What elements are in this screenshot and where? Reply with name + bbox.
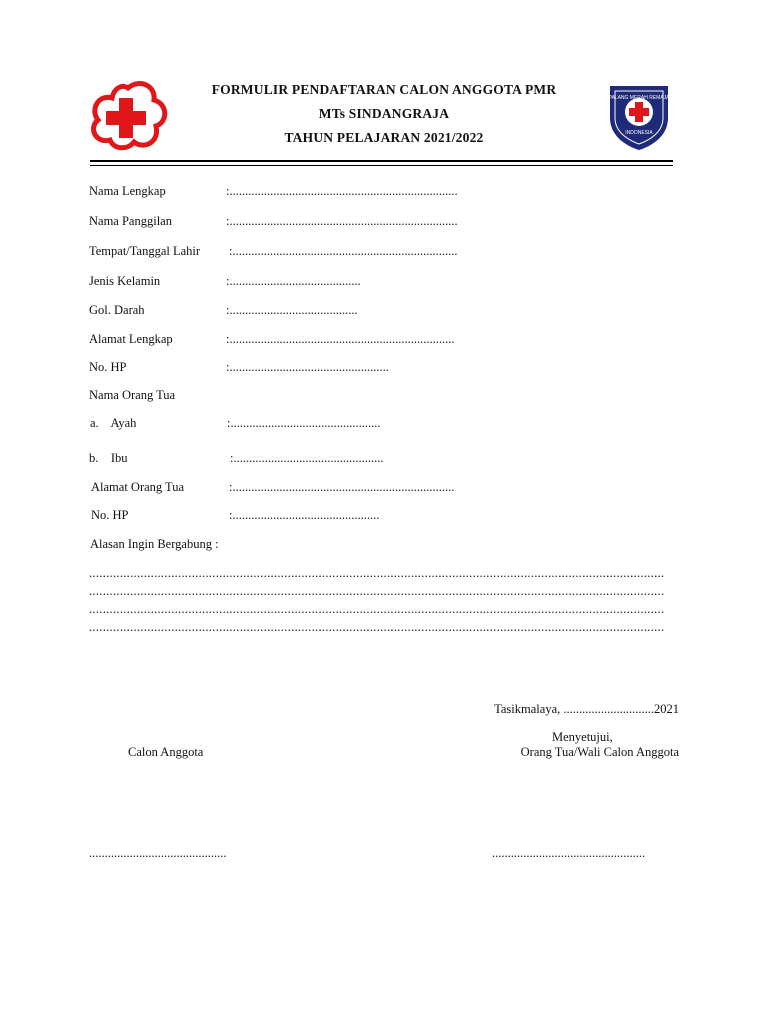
- school-name: MTs SINDANGRAJA: [318, 106, 450, 121]
- field-input-alamat-orang-tua[interactable]: :.......................................................................: [229, 480, 455, 494]
- field-label-no-hp: No. HP: [89, 360, 127, 374]
- form-title: FORMULIR PENDAFTARAN CALON ANGGOTA PMR: [211, 82, 557, 97]
- field-input-nama-panggilan[interactable]: :.........................................................................: [226, 214, 458, 228]
- candidate-signature-line[interactable]: ............................................: [89, 846, 227, 860]
- header-rule-thin: [90, 165, 673, 166]
- field-label-ttl: Tempat/Tanggal Lahir: [89, 244, 201, 258]
- field-input-no-hp-orang-tua[interactable]: :...............................................: [229, 508, 380, 522]
- place-date[interactable]: Tasikmalaya, .............................2021: [494, 702, 679, 716]
- field-label-gol-darah: Gol. Darah: [89, 303, 145, 317]
- reason-label: Alasan Ingin Bergabung :: [90, 537, 219, 551]
- candidate-role: Calon Anggota: [128, 745, 204, 759]
- field-label-ibu: b. Ibu: [89, 451, 128, 465]
- field-input-ayah[interactable]: :................................................: [227, 416, 381, 430]
- field-input-jenis-kelamin[interactable]: :..........................................: [226, 274, 361, 288]
- field-label-alamat-orang-tua: Alamat Orang Tua: [91, 480, 185, 494]
- field-input-nama-lengkap[interactable]: :.........................................................................: [226, 184, 458, 198]
- field-label-nama-panggilan: Nama Panggilan: [89, 214, 172, 228]
- parent-signature-line[interactable]: .................................................: [492, 846, 646, 860]
- field-label-ayah: a. Ayah: [90, 416, 137, 430]
- field-label-alamat: Alamat Lengkap: [89, 332, 173, 346]
- reason-line-4[interactable]: ........................................................................................................................................................................: [89, 620, 665, 634]
- reason-line-1[interactable]: ........................................................................................................................................................................: [89, 566, 665, 580]
- shield-text-top: PALANG MERAH REMAJA: [608, 95, 670, 101]
- field-input-ibu[interactable]: :................................................: [230, 451, 384, 465]
- header-rule-thick: [90, 160, 673, 162]
- field-label-nama-lengkap: Nama Lengkap: [89, 184, 166, 198]
- field-input-alamat[interactable]: :........................................................................: [226, 332, 455, 346]
- field-input-ttl[interactable]: :........................................................................: [229, 244, 458, 258]
- field-label-nama-orang-tua: Nama Orang Tua: [89, 388, 176, 402]
- academic-year: TAHUN PELAJARAN 2021/2022: [284, 130, 484, 145]
- reason-line-2[interactable]: ........................................................................................................................................................................: [89, 584, 665, 598]
- pmr-flower-logo: [88, 80, 168, 152]
- field-input-gol-darah[interactable]: :.........................................: [226, 303, 358, 317]
- field-input-no-hp[interactable]: :...................................................: [226, 360, 389, 374]
- reason-line-3[interactable]: ........................................................................................................................................................................: [89, 602, 665, 616]
- pmr-shield-logo: [604, 80, 674, 152]
- approve-text: Menyetujui,: [552, 730, 613, 744]
- field-label-no-hp-orang-tua: No. HP: [91, 508, 129, 522]
- field-label-jenis-kelamin: Jenis Kelamin: [89, 274, 161, 288]
- parent-role: Orang Tua/Wali Calon Anggota: [520, 745, 679, 759]
- shield-text-bottom: INDONESIA: [625, 130, 653, 136]
